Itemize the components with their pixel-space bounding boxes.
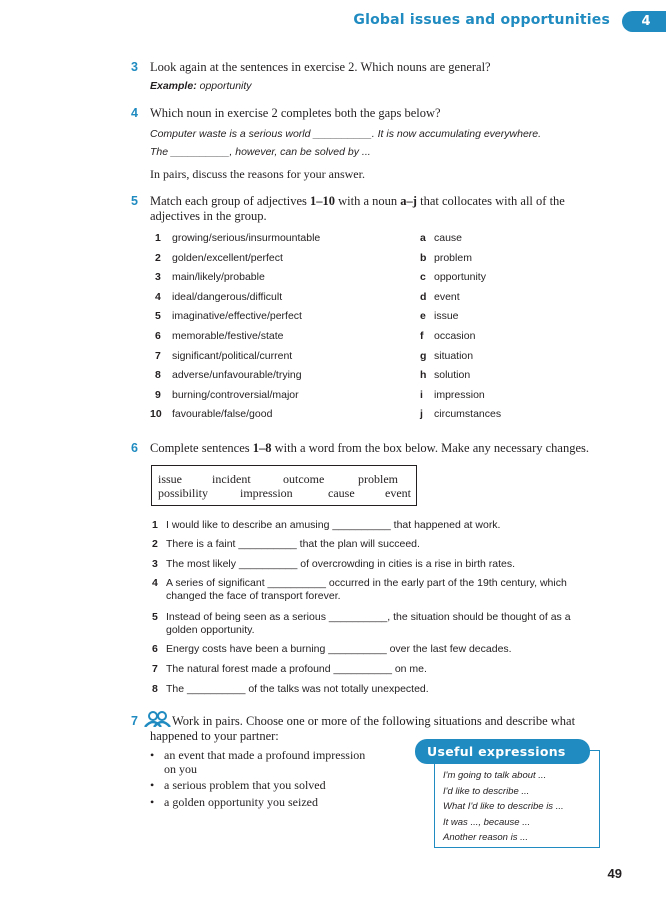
ex6-range: 1–8	[252, 441, 272, 455]
noun-option: solution	[434, 369, 471, 382]
ex6-text-part: with a word from the box below. Make any necessary changes.	[271, 441, 589, 455]
noun-option: opportunity	[434, 271, 486, 284]
useful-expression: Another reason is ...	[443, 832, 529, 843]
box-word: event	[385, 486, 411, 500]
useful-expression: It was ..., because ...	[443, 816, 531, 828]
exercise-4-number: 4	[131, 106, 138, 120]
box-word: cause	[328, 486, 355, 500]
adjective-number: 10	[150, 408, 162, 421]
noun-option: cause	[434, 232, 463, 244]
adjective-group: favourable/false/good	[172, 408, 273, 421]
page-number: 49	[607, 866, 622, 881]
ex5-text-part: that collocates with all of the	[416, 194, 565, 208]
sentence-text-cont: changed the face of transport forever.	[166, 590, 341, 602]
adjective-number: 9	[155, 388, 161, 401]
ex5-text-part: adjectives in the group.	[150, 209, 267, 223]
noun-option: impression	[434, 388, 485, 401]
adjective-number: 5	[155, 310, 161, 323]
noun-letter: i	[420, 388, 423, 401]
noun-letter: b	[420, 251, 427, 264]
exercise-3-number: 3	[131, 60, 138, 74]
sentence-number: 7	[152, 663, 158, 675]
unit-number-tab: 4	[622, 11, 666, 32]
adjective-number: 7	[155, 349, 161, 362]
sentence-text: The __________ of the talks was not totally unexpected.	[166, 683, 429, 695]
bullet-dot: •	[150, 748, 155, 762]
bullet-text: a golden opportunity you seized	[164, 795, 318, 809]
ex5-text-part: with a noun	[335, 194, 401, 208]
exercise-3-instruction: Look again at the sentences in exercise 2. Which nouns are general?	[150, 60, 491, 74]
box-word: problem	[358, 472, 398, 486]
exercise-5-number: 5	[131, 194, 138, 208]
sentence-text: I would like to describe an amusing __________ that happened at work.	[166, 519, 501, 531]
noun-option: occasion	[434, 330, 476, 342]
noun-letter: h	[420, 369, 427, 382]
noun-option: problem	[434, 251, 472, 264]
bullet-dot: •	[150, 795, 155, 809]
exercise-4-instruction: Which noun in exercise 2 completes both the gaps below?	[150, 106, 441, 120]
noun-letter: d	[420, 290, 427, 303]
exercise-4-gap-line-2: The __________, however, can be solved by ...	[150, 146, 371, 158]
bullet-text-cont: on you	[164, 762, 197, 776]
exercise-7-instruction-line-1: Work in pairs. Choose one or more of the following situations and describe what	[172, 714, 576, 728]
exercise-4-gap-line-1: Computer waste is a serious world __________. It is now accumulating everywhere.	[150, 128, 542, 140]
box-word: impression	[240, 486, 293, 500]
bullet-text: a serious problem that you solved	[164, 778, 326, 792]
box-word: possibility	[158, 486, 209, 500]
sentence-text: The natural forest made a profound __________ on me.	[166, 663, 427, 675]
exercise-7-instruction-line-2: happened to your partner:	[150, 729, 279, 743]
adjective-number: 6	[155, 330, 161, 342]
example-label: Example:	[150, 80, 197, 92]
box-word: outcome	[283, 472, 325, 486]
sentence-text: A series of significant __________ occurred in the early part of the 19th century, which	[166, 577, 567, 589]
sentence-text: The most likely __________ of overcrowding in cities is a rise in birth rates.	[166, 558, 516, 570]
bullet-dot: •	[150, 778, 155, 792]
example-value: opportunity	[196, 80, 252, 92]
exercise-6-number: 6	[131, 441, 138, 455]
exercise-5-instruction	[150, 194, 610, 224]
adjective-group: main/likely/probable	[172, 271, 265, 284]
adjective-number: 2	[155, 251, 161, 264]
adjective-group: memorable/festive/state	[172, 330, 284, 342]
adjective-number: 1	[155, 232, 161, 244]
sentence-number: 6	[152, 643, 158, 655]
noun-letter: g	[420, 349, 427, 362]
useful-expression: I'm going to talk about ...	[443, 770, 547, 781]
adjective-group: ideal/dangerous/difficult	[172, 290, 283, 303]
sentence-number: 5	[152, 611, 158, 623]
exercise-7-number: 7	[131, 714, 138, 728]
ex5-text-part: Match each group of adjectives	[150, 194, 311, 208]
adjective-number: 4	[155, 290, 161, 303]
box-word: issue	[158, 472, 182, 486]
adjective-number: 3	[155, 271, 161, 284]
sentence-text: Instead of being seen as a serious __________, the situation should be thought of as a	[166, 611, 571, 623]
noun-letter: c	[420, 271, 426, 284]
useful-expression: What I'd like to describe is ...	[443, 801, 564, 812]
adjective-group: imaginative/effective/perfect	[172, 310, 302, 323]
noun-option: event	[434, 290, 460, 303]
noun-letter: j	[420, 408, 423, 421]
bullet-text: an event that made a profound impression	[164, 748, 366, 762]
sentence-number: 2	[152, 538, 158, 550]
adjective-group: burning/controversial/major	[172, 388, 299, 401]
sentence-number: 3	[152, 558, 158, 570]
exercise-6-instruction	[150, 441, 589, 456]
ex5-range-letters: a–j	[400, 194, 417, 208]
noun-letter: e	[420, 310, 426, 323]
noun-option: issue	[434, 310, 459, 323]
box-word: incident	[212, 472, 251, 486]
ex5-range-numbers: 1–10	[310, 194, 336, 208]
sentence-text-cont: golden opportunity.	[166, 624, 255, 636]
sentence-text: There is a faint __________ that the plan will succeed.	[166, 538, 420, 550]
noun-letter: a	[420, 232, 426, 244]
sentence-number: 1	[152, 519, 158, 531]
noun-option: circumstances	[434, 408, 502, 421]
section-header-title: Global issues and opportunities	[353, 12, 610, 28]
sentence-number: 4	[152, 577, 158, 589]
ex6-text-part: Complete sentences	[150, 441, 253, 455]
adjective-group: adverse/unfavourable/trying	[172, 369, 302, 382]
adjective-group: growing/serious/insurmountable	[172, 232, 321, 244]
exercise-4-pairs-note: In pairs, discuss the reasons for your answer.	[150, 167, 365, 181]
noun-option: situation	[434, 349, 474, 362]
sentence-text: Energy costs have been a burning __________ over the last few decades.	[166, 643, 512, 655]
exercise-3-example	[150, 80, 252, 92]
noun-letter: f	[420, 330, 424, 342]
sentence-number: 8	[152, 683, 158, 695]
adjective-group: golden/excellent/perfect	[172, 251, 283, 264]
adjective-group: significant/political/current	[172, 349, 293, 362]
useful-expression: I'd like to describe ...	[443, 785, 530, 797]
adjective-number: 8	[155, 369, 161, 382]
useful-expressions-title: Useful expressions	[415, 739, 590, 764]
